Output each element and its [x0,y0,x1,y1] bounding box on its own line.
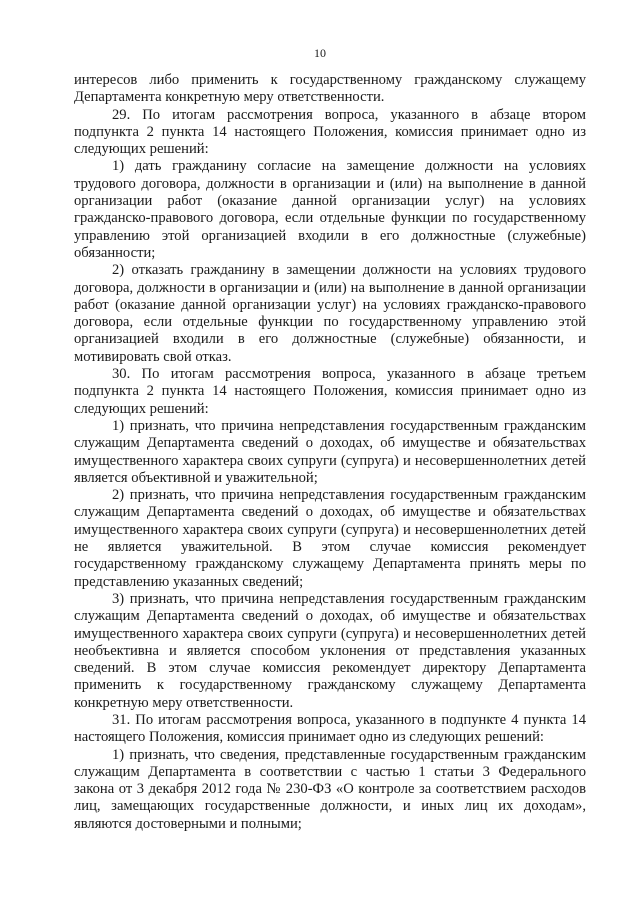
paragraph-30: 30. По итогам рассмотрения вопроса, указанного в абзаце третьем подпункта 2 пункта 14 настоящего Положения, комиссия принимает одно из следующих решений: [74,366,586,417]
paragraph-continuation: интересов либо применить к государственному гражданскому служащему Департамента конкретную меру ответственности. [74,72,586,106]
paragraph-30-item-1: 1) признать, что причина непредставления государственным гражданским служащим Департамента сведений о доходах, об имуществе и обязательствах имущественного характера своих супруги (супруга) и несовершеннолетних детей является объективной и уважительной; [74,417,586,486]
page-number: 10 [314,46,326,60]
paragraph-31-item-1: 1) признать, что сведения, представленные государственным гражданским служащим Департамента в соответствии с частью 1 статьи 3 Федерального закона от 3 декабря 2012 года № 230-ФЗ «О контроле за соответствием расходов лиц, замещающих государственные должности, и иных лиц их доходам», являются достоверными и полными; [74,746,586,832]
document-body [74,72,586,833]
paragraph-29-item-2: 2) отказать гражданину в замещении должности на условиях трудового договора, должности в организации и (или) на выполнение в данной организации работ (оказание данной организации услуг) на условиях гражданско-правового договора, если отдельные функции по государственному управлению этой организацией входили в его должностные (служебные) обязанности, и мотивировать свой отказ. [74,262,586,365]
paragraph-29: 29. По итогам рассмотрения вопроса, указанного в абзаце втором подпункта 2 пункта 14 настоящего Положения, комиссия принимает одно из следующих решений: [74,106,586,158]
paragraph-30-item-2: 2) признать, что причина непредставления государственным гражданским служащим Департамента сведений о доходах, об имуществе и обязательствах имущественного характера своих супруги (супруга) и несовершеннолетних детей не является уважительной. В этом случае комиссия рекомендует государственному гражданскому служащему Департамента принять меры по представлению указанных сведений; [74,487,586,590]
paragraph-29-item-1: 1) дать гражданину согласие на замещение должности на условиях трудового договора, должности в организации и (или) на выполнение в данной организации работ (оказание данной организации услуг) на условиях гражданско-правового договора, если отдельные функции по государственному управлению этой организацией входили в его должностные (служебные) обязанности; [74,158,586,261]
paragraph-30-item-3: 3) признать, что причина непредставления государственным гражданским служащим Департамента сведений о доходах, об имуществе и обязательствах имущественного характера своих супруги (супруга) и несовершеннолетних детей необъективна и является способом уклонения от представления указанных сведений. В этом случае комиссия рекомендует директору Департамента применить к государственному гражданскому служащему Департамента конкретную меру ответственности. [74,590,586,711]
paragraph-31: 31. По итогам рассмотрения вопроса, указанного в подпункте 4 пункта 14 настоящего Положения, комиссия принимает одно из следующих решений: [74,711,586,746]
